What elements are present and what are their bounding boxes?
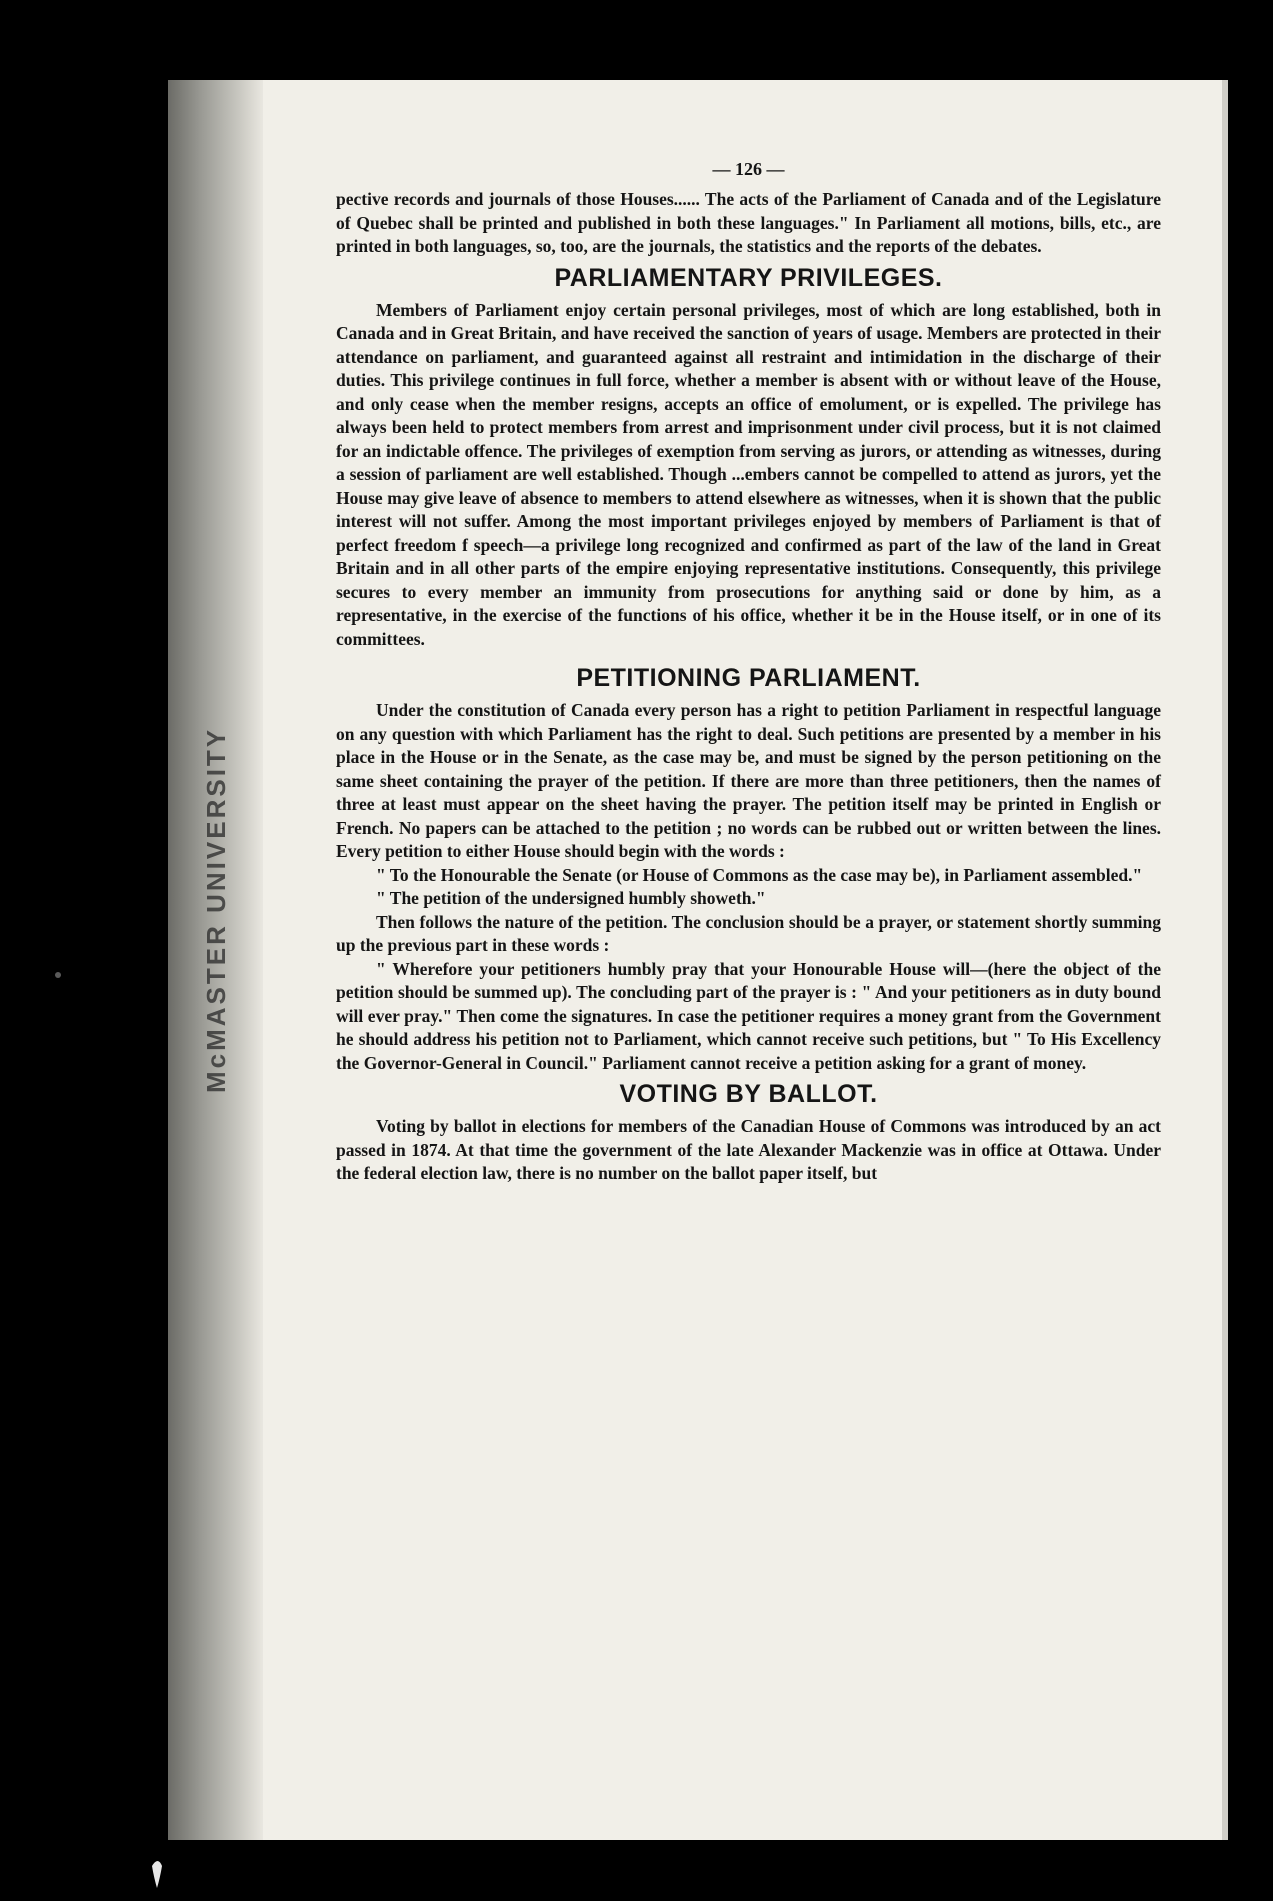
page-number: — 126 — (712, 159, 785, 179)
petitioning-paragraph-1: Under the constitution of Canada every person has a right to petition Parliament in respectful language on any question with which Parliament has the right to deal. Such petitions are presented by a member in his place in the House or in the Senate, as the case may be, and must be signed by the person petitioning on the same sheet containing the prayer of the petition. If there are more than three petitioners, then the names of three at least must appear on the sheet having the prayer. The petition itself may be printed in English or French. No papers can be attached to the petition ; no words can be rubbed out or written between the lines. Every petition to either House should begin with the words : (336, 700, 1161, 861)
library-stamp: McMASTER UNIVERSITY (201, 726, 231, 1094)
page-edge (1222, 80, 1228, 1840)
scan-speck (55, 972, 61, 978)
scanned-page (168, 80, 1228, 1840)
book-binding-gutter (168, 80, 263, 1840)
scan-speck (152, 1861, 162, 1888)
ballot-paragraph: Voting by ballot in elections for members of the Canadian House of Commons was introduced by an act passed in 1874. At that time the government of the late Alexander Mackenzie was in office at Ottawa. Under the federal election law, there is no number on the ballot paper itself, but (336, 1116, 1161, 1183)
intro-paragraph: pective records and journals of those Houses...... The acts of the Parliament of Canada and of the Legislature of Quebec shall be printed and published in both these languages." In Parliament all motions, bills, etc., are printed in both languages, so, too, are the journals, the statistics and the reports of the debates. (336, 189, 1161, 256)
privileges-paragraph: Members of Parliament enjoy certain personal privileges, most of which are long established, both in Canada and in Great Britain, and have received the sanction of years of usage. Members are protected in their attendance on parliament, and guaranteed against all restraint and intimidation in the discharge of their duties. This privilege continues in full force, whether a member is absent with or without leave of the House, and only cease when the member resigns, accepts an office of emolument, or is expelled. The privilege has always been held to protect members from arrest and imprisonment under civil process, but it is not claimed for an indictable offence. The privileges of exemption from serving as jurors, or attending as witnesses, during a session of parliament are well established. Though ...embers cannot be compelled to attend as jurors, yet the House may give leave of absence to members to attend elsewhere as witnesses, when it is shown that the public interest will not suffer. Among the most important privileges enjoyed by members of Parliament is that of perfect freedom f speech—a privilege long recognized and confirmed as part of the law of the land in Great Britain and in all other parts of the empire enjoying representative institutions. Consequently, this privilege secures to every member an immunity from prosecutions for anything said or done by him, as a representative, in the exercise of the functions of his office, whether it be in the House itself, or in one of its committees. (336, 299, 1161, 649)
petitioning-paragraph-conclusion: Then follows the nature of the petition. The conclusion should be a prayer, or statement shortly summing up the previous part in these words : (336, 911, 1161, 955)
heading-voting-by-ballot: VOTING BY BALLOT. (619, 1080, 878, 1108)
petitioning-paragraph-prayer: " Wherefore your petitioners humbly pray that your Honourable House will—(here the object of the petition should be summed up). The concluding part of the prayer is : " And your petitioners as in duty bound will ever pray." Then come the signatures. In case the petitioner requires a money grant from the Government he should address his petition not to Parliament, which cannot receive such petitions, but " To His Excellency the Governor-General in Council." Parliament cannot receive a petition asking for a grant of money. (336, 958, 1161, 1073)
petitioning-quote-senate: " To the Honourable the Senate (or House of Commons as the case may be), in Parliament assembled." (376, 864, 1143, 885)
page-content (336, 158, 1161, 1186)
heading-petitioning-parliament: PETITIONING PARLIAMENT. (576, 664, 921, 692)
petitioning-quote-showeth: " The petition of the undersigned humbly showeth." (376, 888, 766, 908)
heading-parliamentary-privileges: PARLIAMENTARY PRIVILEGES. (554, 263, 943, 292)
